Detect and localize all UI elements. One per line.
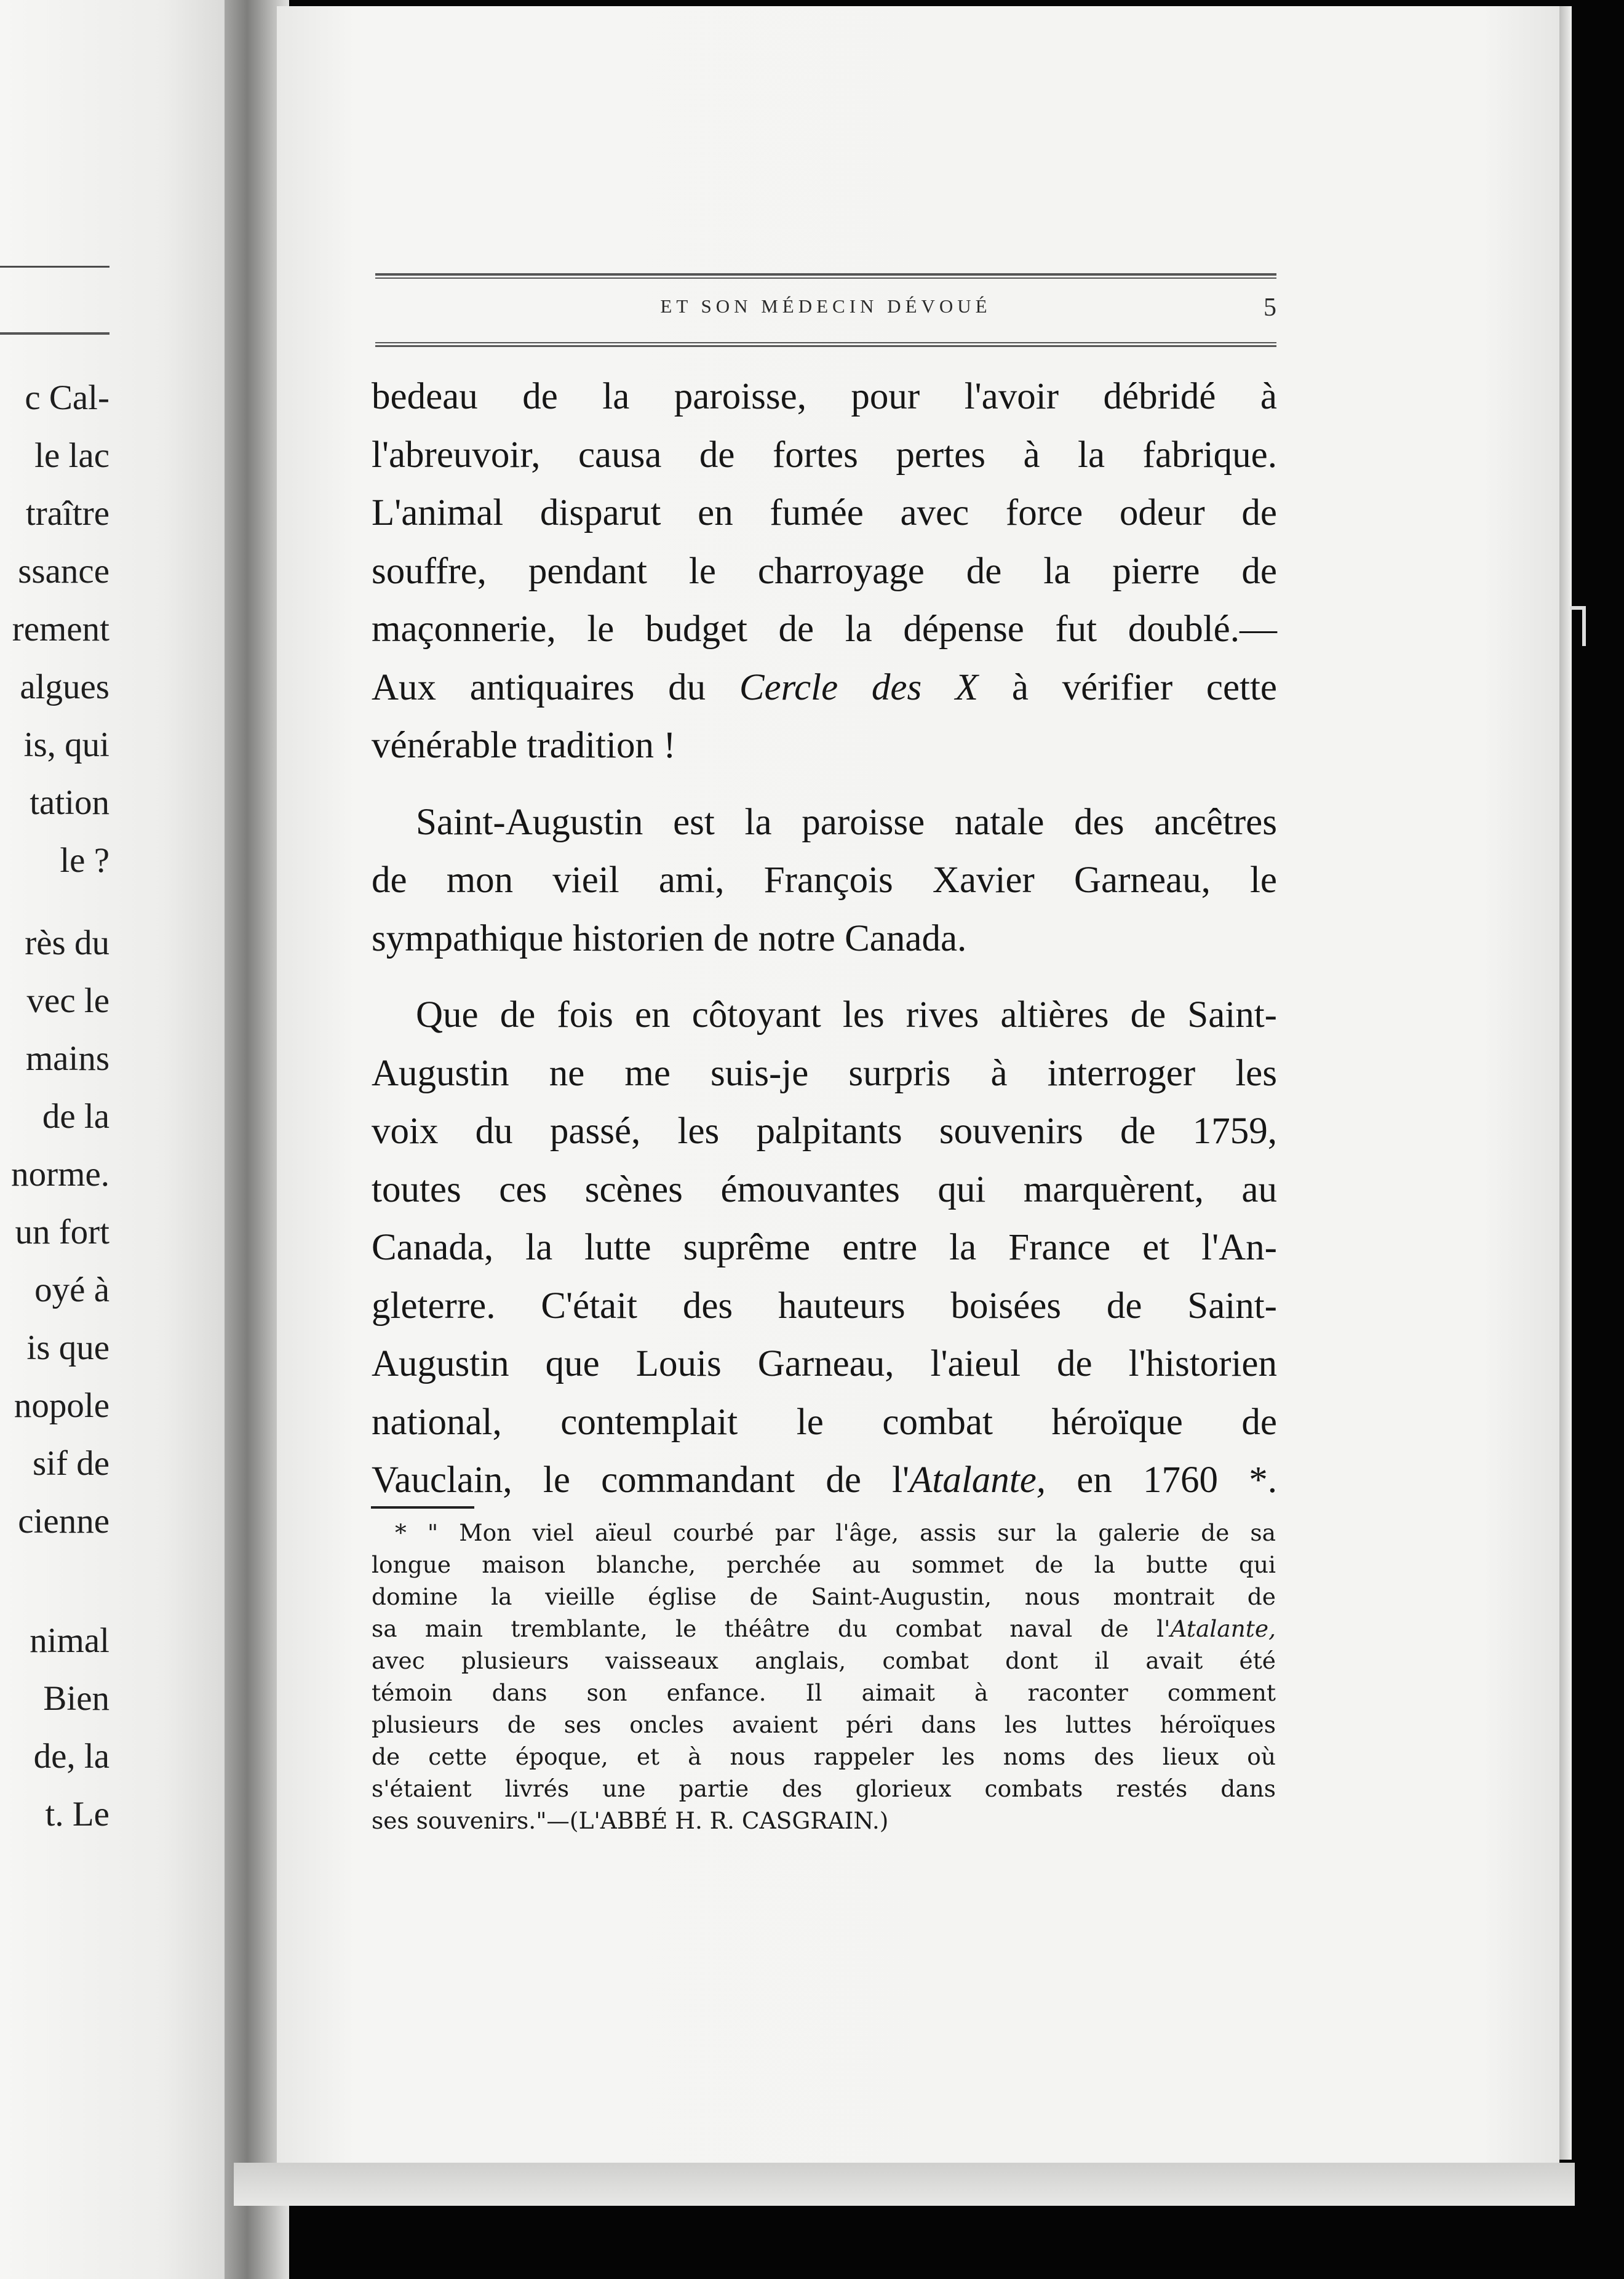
- left-line: le lac: [34, 436, 109, 475]
- left-line: rement: [12, 610, 109, 649]
- text-line: L'animal disparut en fumée avec force odeur de: [372, 492, 1277, 533]
- italic-ship-name: Atalante,: [1170, 1615, 1276, 1642]
- footnote-line: de cette époque, et à nous rappeler les noms des lieux où: [372, 1743, 1276, 1770]
- left-line: sif de: [32, 1444, 109, 1483]
- text-line: voix du passé, les palpitants souvenirs de 1759,: [372, 1111, 1277, 1152]
- text-run: à vérifier cette: [978, 666, 1277, 708]
- footnote-line: avec plusieurs vaisseaux anglais, combat dont il avait été: [372, 1647, 1276, 1674]
- text-line: Augustin que Louis Garneau, l'aieul de l'historien: [372, 1343, 1277, 1384]
- text-line: Augustin ne me suis-je surpris à interroger les: [372, 1052, 1277, 1094]
- page-bottom-edge: [234, 2163, 1575, 2206]
- scan-mark: [1582, 606, 1586, 646]
- left-line: cienne: [18, 1502, 109, 1541]
- running-head: ET SON MÉDECIN DÉVOUÉ: [660, 295, 992, 317]
- text-line: Que de fois en côtoyant les rives altières de Saint-: [416, 994, 1277, 1036]
- text-line: Saint-Augustin est la paroisse natale des ancêtres: [416, 801, 1277, 843]
- footnote-line: domine la vieille église de Saint-Augustin, nous montrait de: [372, 1583, 1276, 1610]
- left-line: nimal: [30, 1621, 109, 1660]
- left-line: is, qui: [23, 725, 109, 764]
- left-line: mains: [25, 1039, 109, 1078]
- text-line: bedeau de la paroisse, pour l'avoir débridé à: [372, 376, 1277, 417]
- scan-mark: [1570, 606, 1583, 610]
- text-line: gleterre. C'était des hauteurs boisées de Saint-: [372, 1285, 1277, 1327]
- page-edge: [1559, 6, 1572, 2160]
- text-run: Vauclain, le commandant de l': [372, 1459, 910, 1501]
- left-line: tation: [30, 783, 109, 822]
- paragraph-gap: [372, 968, 1277, 986]
- footnote-line: plusieurs de ses oncles avaient péri dans les luttes héroïques: [372, 1711, 1276, 1738]
- text-line: souffre, pendant le charroyage de la pierre de: [372, 550, 1277, 592]
- footnote-line: * " Mon viel aïeul courbé par l'âge, assis sur la galerie de sa: [395, 1519, 1276, 1546]
- footnote-line: ses souvenirs."—(L'ABBÉ H. R. CASGRAIN.): [372, 1807, 889, 1834]
- header-rule-top: [375, 273, 1276, 276]
- left-line: traître: [25, 494, 109, 533]
- footnote-line: [372, 1613, 1276, 1645]
- left-line: algues: [20, 668, 109, 706]
- left-line: nopole: [14, 1386, 109, 1425]
- left-line: norme.: [11, 1155, 109, 1194]
- page-number: 5: [1264, 293, 1276, 322]
- left-header-rule: [0, 266, 109, 268]
- header-rule-top-thin: [375, 277, 1276, 279]
- page-header: [375, 295, 1276, 326]
- text-line: toutes ces scènes émouvantes qui marquèrent, au: [372, 1168, 1277, 1210]
- left-line: c Cal-: [25, 378, 109, 417]
- left-line: oyé à: [34, 1271, 109, 1309]
- text-line: maçonnerie, le budget de la dépense fut doublé.—: [372, 609, 1277, 650]
- left-page: [0, 0, 234, 2279]
- left-line: is que: [26, 1328, 109, 1367]
- left-line: vec le: [26, 981, 109, 1020]
- left-line: de, la: [33, 1737, 109, 1776]
- left-line: ssance: [18, 552, 109, 591]
- footnote-line: témoin dans son enfance. Il aimait à raconter comment: [372, 1679, 1276, 1706]
- footnote-line: longue maison blanche, perchée au sommet de la butte qui: [372, 1551, 1276, 1578]
- left-line: un fort: [15, 1213, 109, 1251]
- left-header-rule-lower: [0, 332, 109, 335]
- text-line: [372, 1451, 1277, 1510]
- left-line: le ?: [60, 841, 109, 880]
- text-line: Canada, la lutte suprême entre la France et l'An-: [372, 1227, 1277, 1268]
- left-line: rès du: [25, 924, 109, 962]
- header-rule-bottom-thin: [375, 342, 1276, 343]
- left-line: de la: [42, 1097, 109, 1136]
- text-line: national, contemplait le combat héroïque de: [372, 1401, 1277, 1443]
- footnote-line: s'étaient livrés une partie des glorieux combats restés dans: [372, 1775, 1276, 1802]
- text-run: sa main tremblante, le théâtre du combat naval de l': [372, 1615, 1171, 1642]
- left-paragraph-gap: [0, 1551, 109, 1612]
- left-line: t. Le: [45, 1795, 109, 1834]
- header-rule-bottom: [375, 345, 1276, 347]
- text-line: sympathique historien de notre Canada.: [372, 917, 967, 959]
- text-line: l'abreuvoir, causa de fortes pertes à la fabrique.: [372, 434, 1277, 476]
- text-run: en 1760 *.: [1046, 1459, 1278, 1501]
- footnote-rule: [371, 1506, 474, 1509]
- italic-title: Cercle des X: [739, 666, 979, 708]
- paragraph-gap: [372, 775, 1277, 794]
- text-run: Aux antiquaires du: [372, 666, 739, 708]
- left-line: Bien: [43, 1679, 109, 1718]
- text-line: de mon vieil ami, François Xavier Garneau, le: [372, 860, 1277, 901]
- italic-ship-name: Atalante,: [909, 1459, 1046, 1501]
- text-line: [372, 659, 1277, 717]
- left-page-text: [0, 369, 109, 1843]
- body-text: [372, 368, 1277, 1510]
- footnote: [372, 1517, 1276, 1837]
- text-line: vénérable tradition !: [372, 725, 676, 766]
- left-paragraph-gap: [0, 890, 109, 914]
